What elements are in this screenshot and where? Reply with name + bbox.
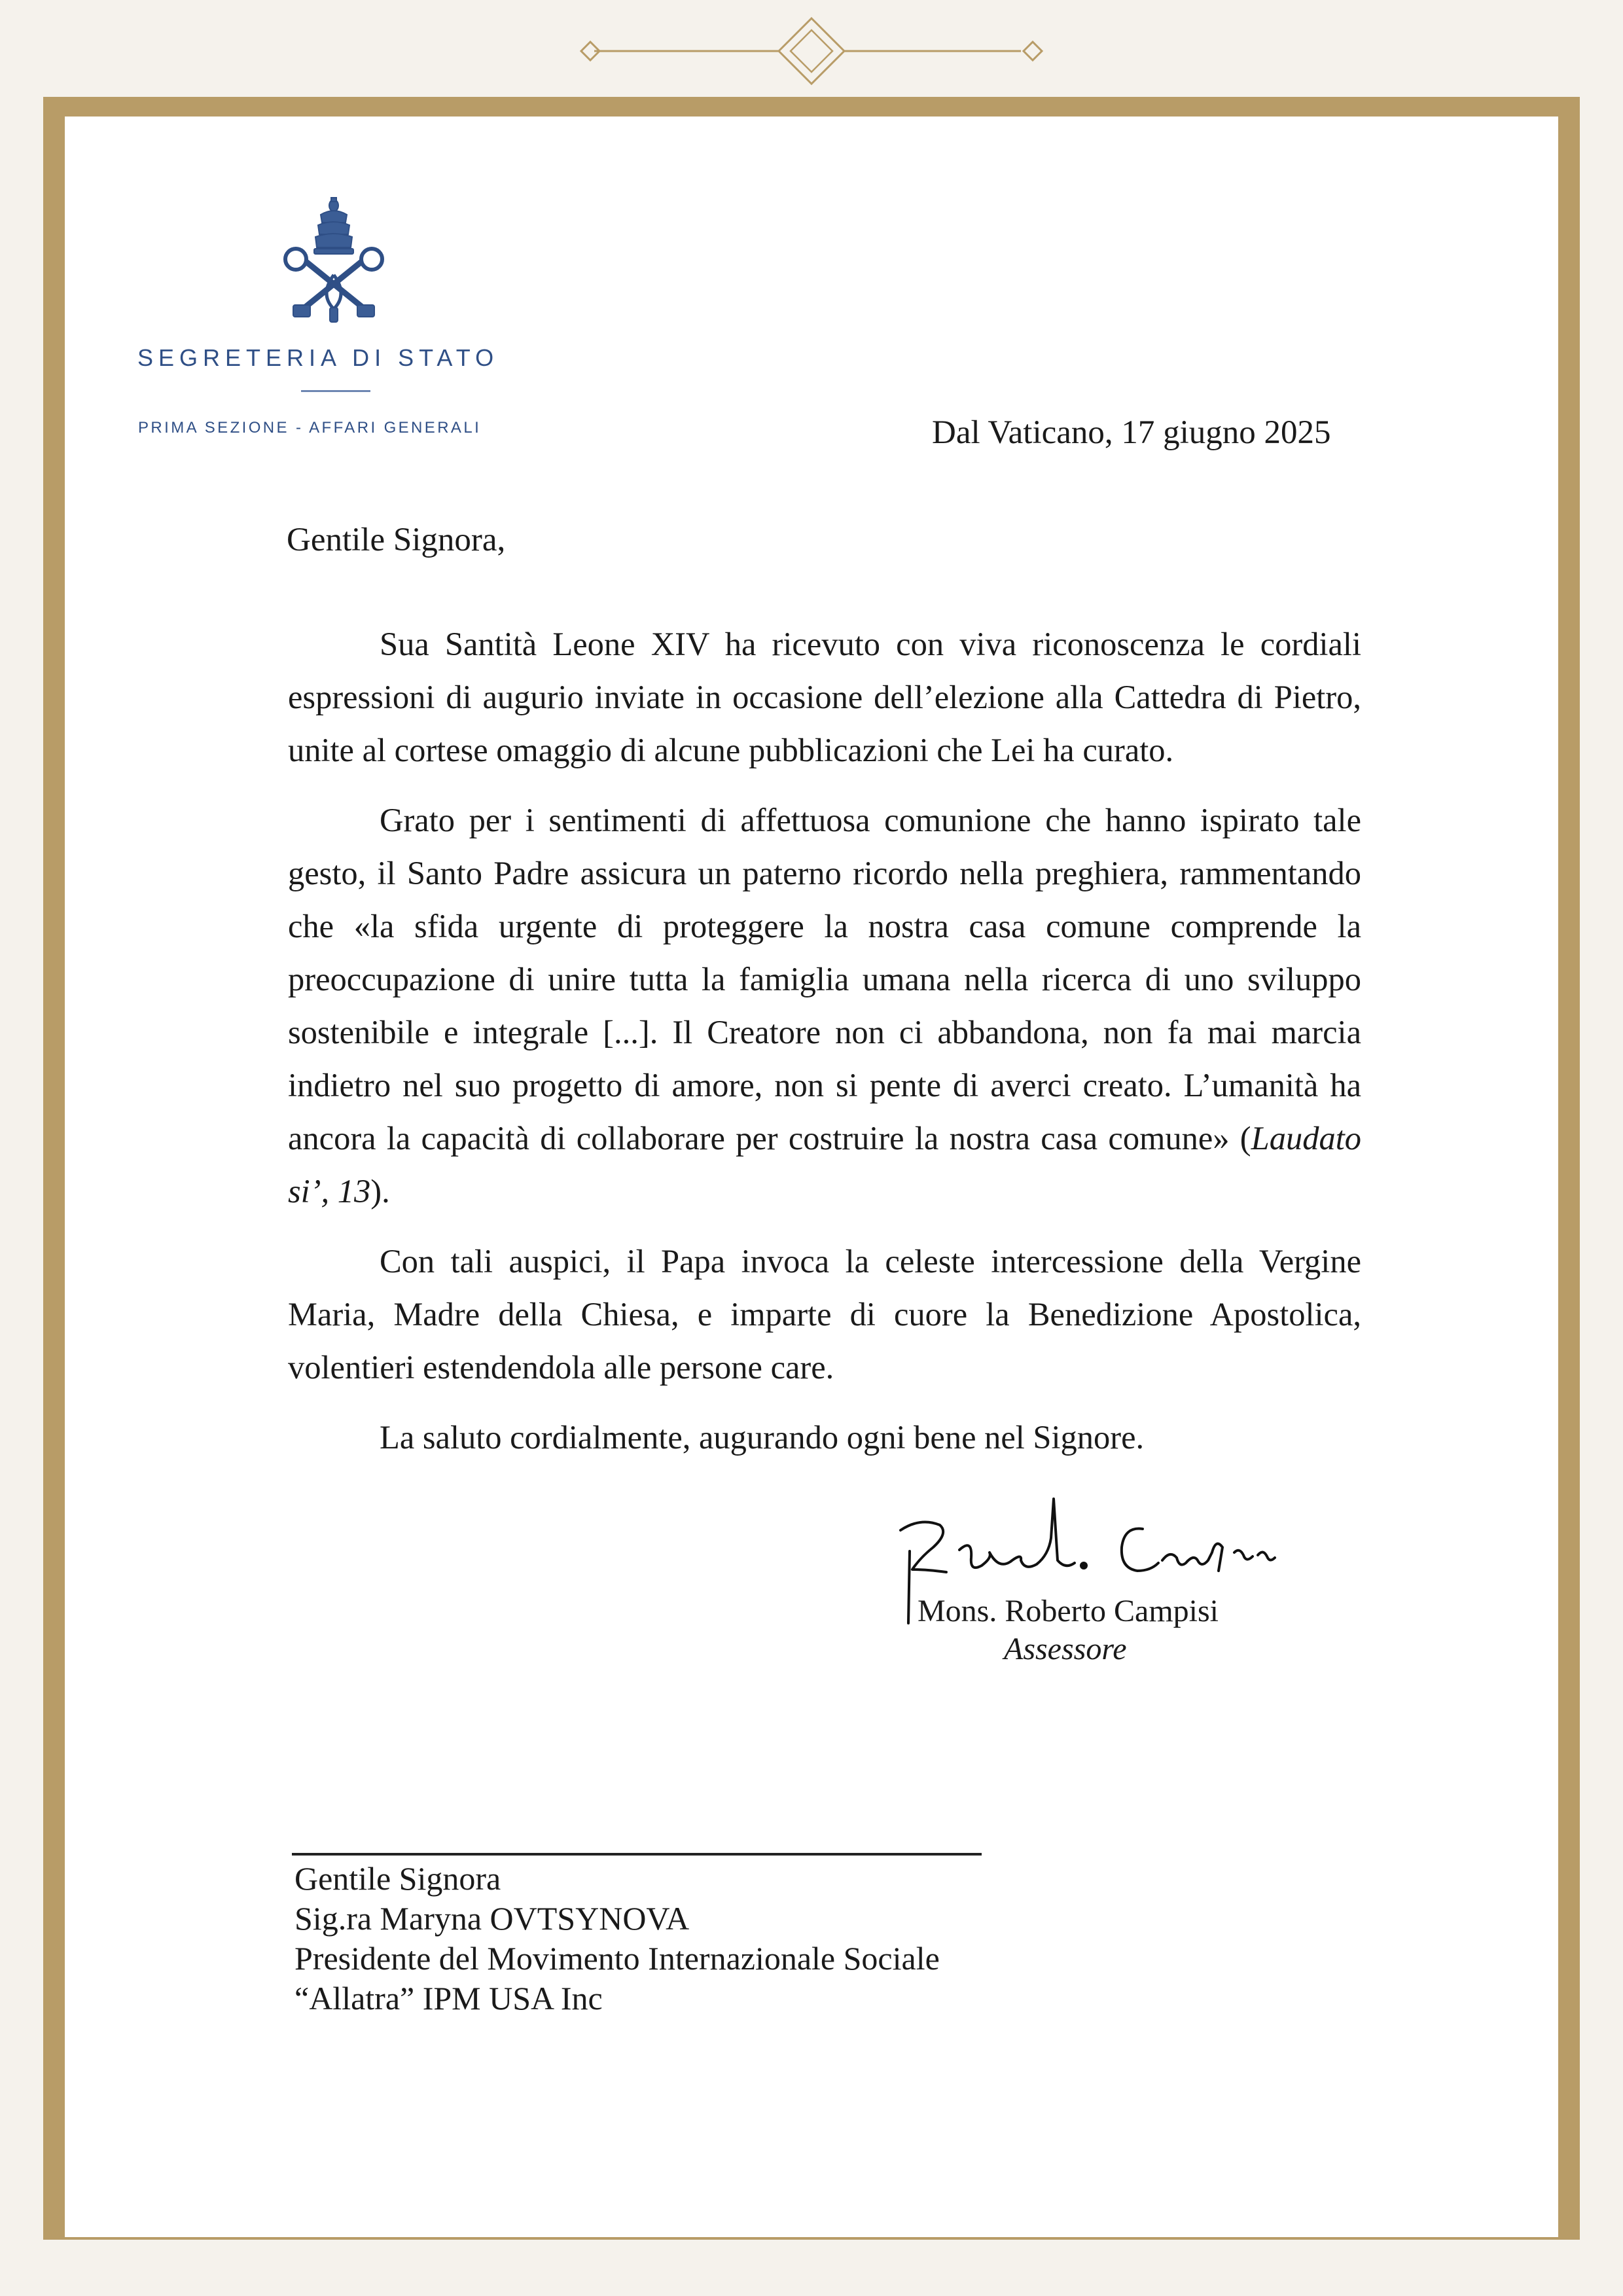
paragraph-1: Sua Santità Leone XIV ha ricevuto con viva riconoscenza le cordiali espressioni di augurio inviate in occasione dell’elezione alla Cattedra di Pietro, unite al cortese omaggio di alcune pubblicazioni che Lei ha curato.	[288, 626, 1361, 768]
closing-line: La saluto cordialmente, augurando ogni bene nel Signore.	[380, 1419, 1145, 1456]
paragraph-2	[288, 794, 1361, 1218]
salutation: Gentile Signora,	[287, 522, 506, 558]
recipient-line-2: Sig.ra Maryna OVTSYNOVA	[294, 1900, 690, 1937]
recipient-line-4: “Allatra” IPM USA Inc	[294, 1980, 603, 2017]
paragraph-2-end: ).	[370, 1173, 390, 1210]
laudato-si-citation: Laudato si’, 13	[288, 1120, 1361, 1210]
signatory-role: Assessore	[1004, 1632, 1127, 1666]
top-ornament-divider	[0, 0, 1623, 98]
letter-body	[288, 618, 1361, 1481]
papal-crest-icon	[280, 196, 387, 323]
letterhead-title: SEGRETERIA DI STATO	[137, 344, 499, 371]
recipient-line-3: Presidente del Movimento Internazionale Sociale	[294, 1940, 940, 1977]
letterhead-divider	[301, 390, 370, 392]
paragraph-3: Con tali auspici, il Papa invoca la celeste intercessione della Vergine Maria, Madre della Chiesa, e imparte di cuore la Benedizione Apostolica, volentieri estendendola alle persone care.	[288, 1243, 1361, 1386]
letter-date: Dal Vaticano, 17 giugno 2025	[932, 414, 1331, 451]
address-separator	[292, 1853, 982, 1856]
letterhead-subtitle: PRIMA SEZIONE - AFFARI GENERALI	[138, 419, 482, 437]
signatory-name: Mons. Roberto Campisi	[918, 1594, 1219, 1628]
recipient-address	[294, 1859, 940, 2018]
paragraph-2-text: Grato per i sentimenti di affettuosa comunione che hanno ispirato tale gesto, il Santo Padre assicura un paterno ricordo nella preghiera, rammentando che «la sfida urgente di proteggere la nostra casa comune comprende la preoccupazione di unire tutta la famiglia umana nella ricerca di uno sviluppo sostenibile e integrale [...]. Il Creatore non ci abbandona, non fa mai marcia indietro nel suo progetto di amore, non si pente di averci creato. L’umanità ha ancora la capacità di collaborare per costruire la nostra casa comune» (	[288, 802, 1361, 1157]
recipient-line-1: Gentile Signora	[294, 1860, 501, 1897]
